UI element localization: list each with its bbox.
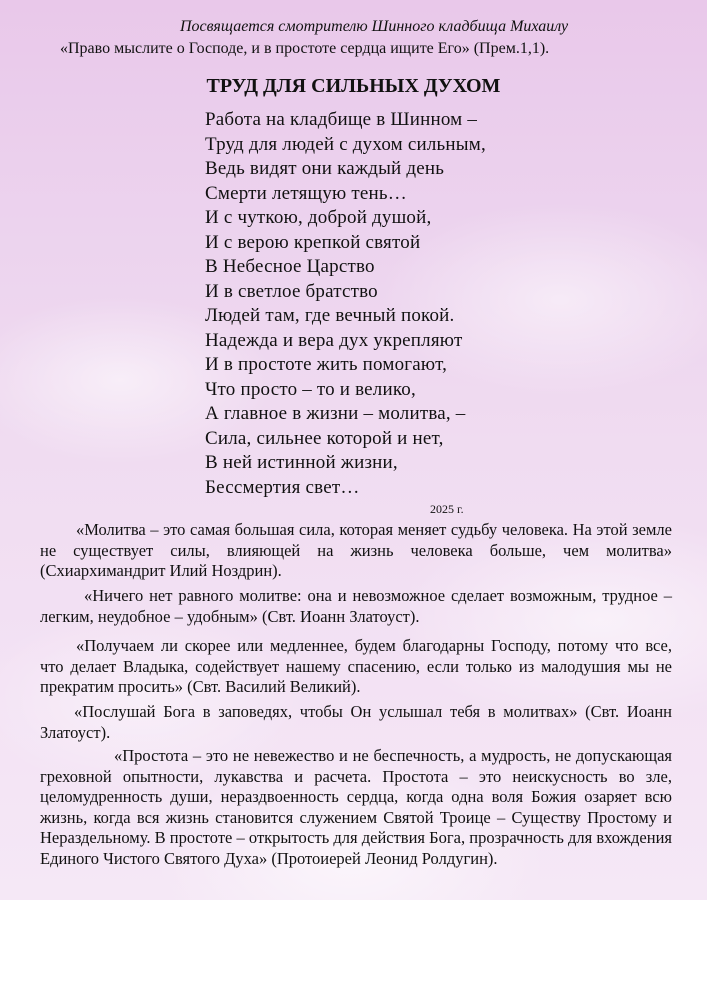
poem-line: И с чуткою, доброй душой, [205, 207, 432, 228]
poem-line: В ней истинной жизни, [205, 452, 398, 473]
poem-line: Ведь видят они каждый день [205, 158, 445, 179]
poem-title: ТРУД ДЛЯ СИЛЬНЫХ ДУХОМ [206, 75, 501, 97]
poem-line: Смерти летящую тень… [205, 182, 407, 204]
quote-paragraph: «Послушай Бога в заповедях, чтобы Он услышал тебя в молитвах» (Свт. Иоанн Златоуст). [40, 702, 672, 742]
dedication: Посвящается смотрителю Шинного кладбища Михаилу [180, 18, 569, 35]
quote-paragraph: «Молитва – это самая большая сила, которая меняет судьбу человека. На этой земле не существует силы, влияющей на жизнь человека больше, чем молитва» (Схиархимандрит Илий Ноздрин). [40, 520, 672, 580]
poem-body [205, 108, 585, 500]
epigraph: «Право мыслите о Господе, и в простоте сердца ищите Его» (Прем.1,1). [60, 40, 550, 57]
poem-line: И с верою крепкой святой [205, 231, 421, 253]
poem-line: Сила, сильнее которой и нет, [205, 427, 444, 449]
quote-paragraph: «Получаем ли скорее или медленнее, будем благодарны Господу, потому что все, что делает Владыка, содействует нашему спасению, если только из малодушия мы не прекратим просить» (Свт. Василий Великий). [40, 636, 672, 696]
poem-year: 2025 г. [430, 502, 464, 516]
poem-line: И в простоте жить помогают, [205, 354, 448, 375]
poem-line: В Небесное Царство [205, 256, 375, 277]
poem-line: А главное в жизни – молитва, – [205, 403, 466, 424]
poem-line: Работа на кладбище в Шинном – [205, 109, 478, 130]
poem-line: И в светлое братство [205, 280, 378, 302]
quote-paragraph: «Ничего нет равного молитве: она и невозможное сделает возможным, трудное – легким, неудобное – удобным» (Свт. Иоанн Златоуст). [40, 586, 672, 626]
poem-line: Людей там, где вечный покой. [205, 305, 455, 326]
poem-line: Надежда и вера дух укрепляют [205, 329, 463, 351]
poem-line: Что просто – то и велико, [205, 378, 416, 400]
poem-line: Труд для людей с духом сильным, [205, 133, 486, 155]
poem-line: Бессмертия свет… [205, 476, 360, 498]
quote-paragraph: «Простота – это не невежество и не беспечность, а мудрость, не допускающая греховной опытности, лукавства и расчета. Простота – это неискусность во зле, целомудренность души, нераздвоенность сердца, когда одна воля Божия озаряет всю жизнь, когда вся жизнь становится служением Святой Троице – Существу Простому и Нераздельному. В простоте – открытость для действия Бога, прозрачность для вхождения Единого Чистого Святого Духа» (Протоиерей Леонид Ролдугин). [40, 746, 672, 868]
